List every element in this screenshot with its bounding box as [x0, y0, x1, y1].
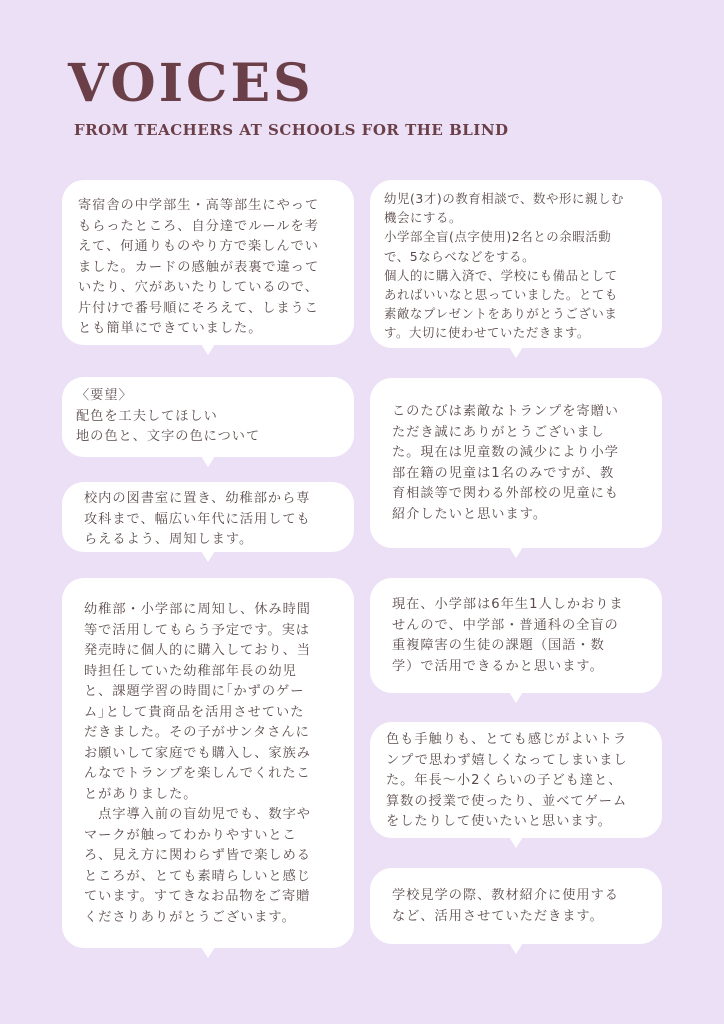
voice-text: 〈要望〉 配色を工夫してほしい 地の色と、文字の色について: [76, 388, 261, 444]
voice-bubble-texture: [370, 722, 662, 838]
voice-bubble-dormitory: [62, 180, 354, 345]
voice-bubble-preschool: [370, 180, 662, 348]
voice-bubble-kindergarten: [62, 578, 354, 948]
voice-text: 色も手触りも、とても感じがよいトラ ンプで思わず嬉しくなってしまいまし た。年長～小2くらいの子ども達と、 算数の授業で使ったり、並べてゲーム をしたりして使いたいと思います。: [386, 732, 628, 829]
voice-bubble-tour: [370, 868, 662, 944]
voice-bubble-elementary: [370, 578, 662, 693]
voice-bubble-library: [62, 482, 354, 552]
voice-bubble-thanks: [370, 378, 662, 548]
voice-text: 寄宿舎の中学部生・高等部生にやって もらったところ、自分達でルールを考 えて、何通りものやり方で楽しんでい ました。カードの感触が表裏で違って いたり、穴があいたりしているので、 片付けで番号順にそろえて、しまうこ とも簡単にできていました。: [78, 198, 320, 336]
page-title: VOICES: [68, 53, 314, 114]
voice-text: 幼児(3才)の教育相談で、数や形に親しむ 機会にする。 小学部全盲(点字使用)2名との余暇活動 で、5ならべなどをする。 個人的に購入済で、学校にも備品として あればいいなと思っていました。とても 素敵なプレゼントをありがとうございま す。大切に使わせていただきます。: [384, 191, 624, 341]
voice-text: 校内の図書室に置き、幼稚部から専 攻科まで、幅広い年代に活用しても らえるよう、周知します。: [84, 491, 311, 547]
voice-text: 学校見学の際、教材紹介に使用する など、活用させていただきます。: [392, 888, 619, 924]
page-subtitle: FROM TEACHERS AT SCHOOLS FOR THE BLIND: [74, 121, 509, 139]
voice-text: このたびは素敵なトランプを寄贈い ただき誠にありがとうございまし た。現在は児童数の減少により小学 部在籍の児童は1名のみですが、教 育相談等で関わる外部校の児童にも 紹介したいと思います。: [392, 404, 619, 522]
voice-bubble-request: [62, 377, 354, 457]
voice-text: 現在、小学部は6年生1人しかおりま せんので、中学部・普通科の全盲の 重複障害の生徒の課題（国語・数 学）で活用できるかと思います。: [392, 597, 624, 674]
voice-text: 幼稚部・小学部に周知し、休み時間 等で活用してもらう予定です。実は 発売時に個人的に購入しており、当 時担任していた幼稚部年長の幼児 と、課題学習の時間に｢かずのゲー ム｣として貴商品を活用させていた だきました。その子がサンタさんに お願いして家庭でも購入し、家族み んなでトランプを楽しんでくれたこ とがありました。 点字導入前の盲幼児でも、数字や マークが触ってわかりやすいとこ ろ、見え方に関わらず皆で楽しめる ところが、とても素晴らしいと感じ ています。すてきなお品物をご寄贈 くださりありがとうございます。: [84, 602, 311, 925]
